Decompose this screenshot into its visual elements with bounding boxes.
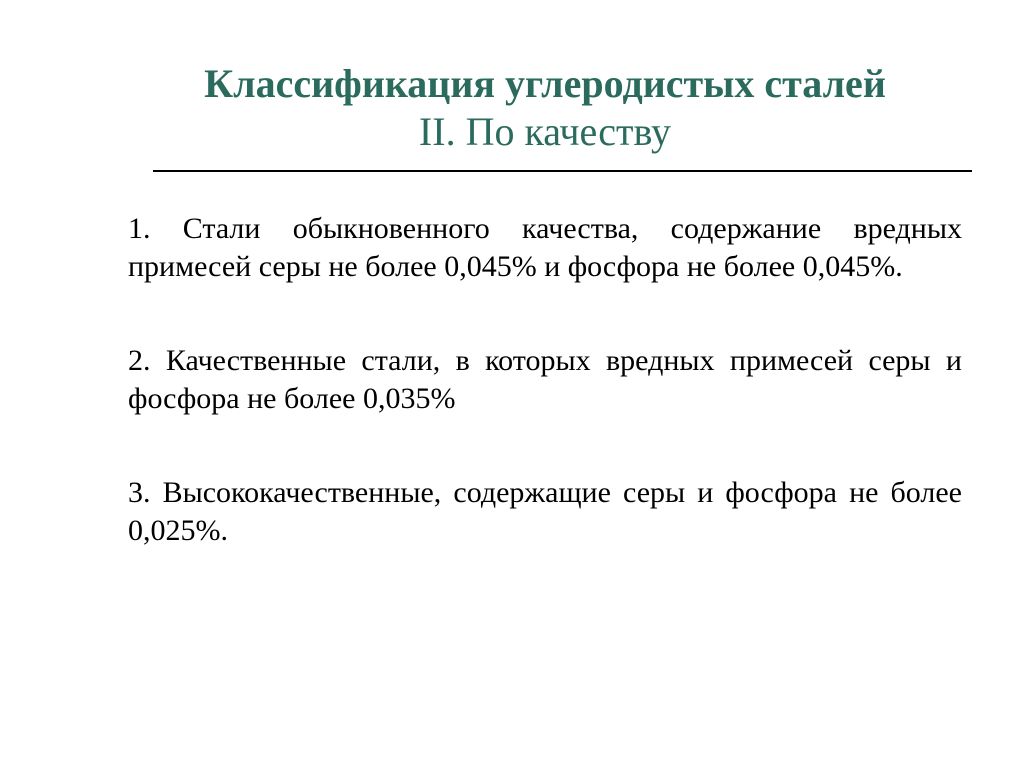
- list-item: 1. Стали обыкновенного качества, содержание вредных примесей серы не более 0,045% и фосфора не более 0,045%.: [128, 212, 962, 283]
- title-subtitle: II. По качеству: [418, 109, 672, 154]
- list-item: 3. Высококачественные, содержащие серы и фосфора не более 0,025%.: [128, 476, 962, 547]
- slide-title: [0, 60, 1024, 156]
- title-divider: [153, 170, 972, 172]
- list-item: 2. Качественные стали, в которых вредных примесей серы и фосфора не более 0,035%: [128, 344, 962, 415]
- classification-list: [128, 210, 962, 550]
- title-main: Классификация углеродистых сталей: [204, 61, 886, 106]
